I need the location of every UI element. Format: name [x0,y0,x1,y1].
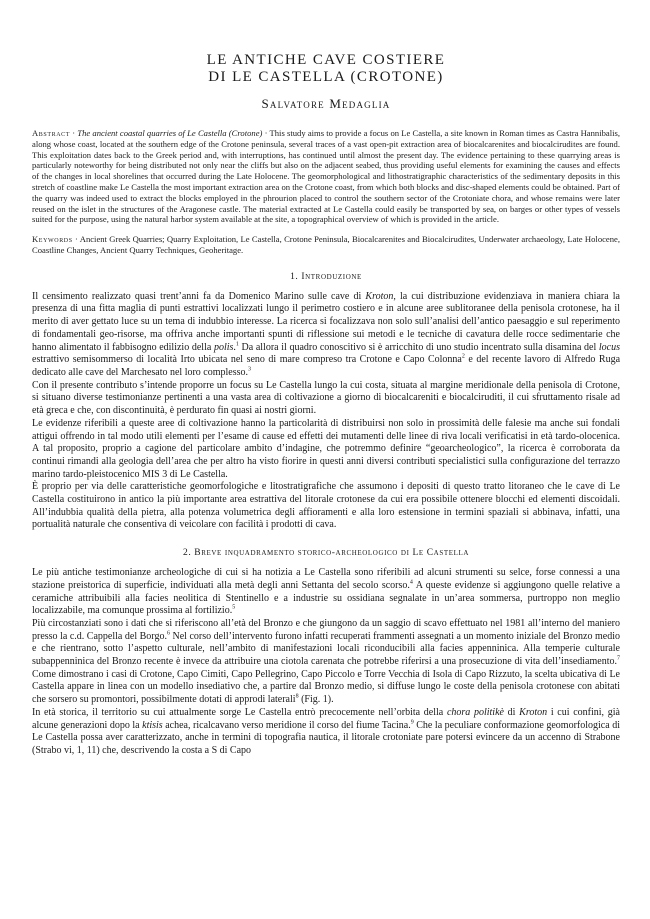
paragraph [32,707,620,758]
text-run: . [233,341,236,353]
italic-term: locus [598,341,620,353]
footnote-ref[interactable]: 9 [410,719,414,726]
abstract-separator: · [70,128,78,138]
italic-term: polis [213,341,234,353]
text-run: Come dimostrano i casi di Crotone, Capo Cimiti, Capo Pellegrino, Capo Piccolo e Torre Vecchia di Isola di Capo Rizzuto, la scelta ubicativa di Le Castella appare in linea con un modello insediativo che, a partire dal Bronzo medio, si diffuse lungo le coste della penisola crotonese con abitati che sorsero su promontori, possibilmente dotati di approdi laterali [32,668,620,706]
italic-term: ktisis [142,719,163,731]
footnote-ref[interactable]: 3 [248,366,252,373]
article-title [32,52,620,86]
text-run: A queste evidenze si aggiungono quelle relative a ceramiche attribuibili alla facies neolitica di Stentinello e a industrie su ossidiana segnalate in un’area sommersa, purtroppo non meglio localizzabile, ma comunque prossima al fortilizio. [32,579,621,617]
italic-term: Kroton [365,290,394,302]
text-run: e del recente lavoro di Alfredo Ruga dedicato alle cave del Marchesato nel loro complesso. [32,354,621,378]
abstract-label: Abstract [32,128,71,138]
keywords-label: Keywords [32,234,73,245]
paragraph: Con il presente contributo s’intende proporre un focus su Le Castella lungo la cui costa, situata al margine meridionale della penisola di Crotone, si situano diverse testimonianze pertinenti a una vasta area di coltivazione a giorno di biocalcareniti e biocalciruditi, il cui sfruttamento risale ad età greca e che, con discontinuità, è perdurato fin quasi ai nostri giorni. [32,379,620,417]
text-run: achea, ricalcavano verso meridione il corso del fiume Tacina. [162,719,411,731]
text-run: i cui confini, già alcune generazioni dopo la [32,706,620,731]
paragraph [32,291,620,380]
footnote-ref[interactable]: 7 [617,655,620,662]
paragraph [32,618,620,707]
paragraph: È proprio per via delle caratteristiche geomorfologiche e litostratigrafiche che assumono i depositi di questo tratto litoraneo che le cave di Le Castella costituirono in antico la più importante area estrattiva del litorale crotonese da cui era possibile ottenere blocchi ed elementi discoidali. All’indubbia qualità della pietra, alla potenza volumetrica degli affioramenti e alla loro estensione in termini spaziali si abbinava, infatti, una portualità naturale che consentiva di veicolare con facilità i prodotti di cava. [32,481,620,531]
italic-term: Kroton [519,706,548,718]
title-line-1: LE ANTICHE CAVE COSTIERE [206,52,446,68]
footnote-ref[interactable]: 1 [235,341,239,348]
footnote-ref[interactable]: 5 [232,604,236,611]
figure-ref[interactable]: (Fig. 1). [298,694,334,706]
author-name: Salvatore Medaglia [261,96,391,111]
text-run: In età storica, il territorio su cui attualmente sorge Le Castella entrò precocemente nell’orbita della [32,706,447,718]
abstract-text: · This study aims to provide a focus on Le Castella, a site known in Roman times as Castra Hannibalis, along whose coast, located at the southern edge of the Crotone peninsula, several traces of a vast open-pit extraction area of biocalcarenites and biocalcirudites are found. This exploitation dates back to the Greek period and, with interruptions, has continued until almost the present day. The evidence pertaining to these quarrying areas is particularly noteworthy for being distributed not only near the cliffs but also on the adjacent seabed, thus providing useful elements for examining the causes and effects of the changes in local shorelines that occurred during the Late Holocene. The geomorphological and lithostratigraphic characteristics of the sedimentary deposits in this stretch of coastline make Le Castella the most important extraction area on the Crotone coast, from which both blocks and disc-shaped elements could be obtained. Part of the quarry was indeed used to extract the blocks employed in the phrourion placed to control the southern sector of the Crotoniate chora, and whose remains were later reused on the islet in the structures of the Aragonese castle. The material extracted at Le Castella could easily be transported by sea, on barges or other types of vessels suited for the purpose, using the natural harbor system available at the site, a topographical overview of which is provided in the article. [32,128,620,225]
footnote-ref[interactable]: 4 [409,579,413,586]
keywords [32,234,620,256]
section-heading-inquadramento: 2. Breve inquadramento storico-archeologico di Le Castella [183,548,469,559]
keywords-text: · Ancient Greek Quarries; Quarry Exploitation, Le Castella, Crotone Peninsula, Biocalcarenites and Biocalcirudites, Underwater archaeology, Late Holocene, Coastline Changes, Ancient Quarry Techniques, Geoheritage. [32,234,620,255]
footnote-ref[interactable]: 8 [295,693,299,700]
section-heading-introduzione: 1. Introduzione [290,271,362,282]
footnote-ref[interactable]: 2 [461,353,465,360]
text-run: di [503,706,520,718]
text-run: , la cui distribuzione evidenziava in maniera chiara la presenza di una fitta maglia di punti estrattivi localizzati lungo il perimetro costiero e in alcune aree sublitoranee della penisola crotonese, ha il merito di aver gettato luce su un tema di indubbio interesse. La ricerca si focalizzava non solo sull’analisi dell’antico paesaggio e sul reperimento di fondamentali geo-risorse, ma offriva anche importanti spunti di riflessione sui metodi e le tecniche di cavatura delle rocce sedimentarie che hanno alimentato il fabbisogno edilizio della [32,290,620,353]
text-run: Nel corso dell’intervento furono infatti recuperati frammenti assegnati a un momento iniziale del Bronzo medio e che rientrano, sotto l’aspetto culturale, nell’ambito di manifestazioni locali riconducibili alla facies appenninica. Alla temperie culturale subappenninica del Bronzo recente è invece da attribuire una ciotola carenata che potrebbe riferirsi a una prosecuzione di vita dell’insediamento. [32,630,620,668]
abstract [32,128,620,225]
text-run: Da allora il quadro conoscitivo si è arricchito di uno studio incentrato sulla disamina del [238,341,599,353]
text-run: estrattivo semisommerso di località Irto ubicata nel seno di mare compreso tra Crotone e Capo Colonna [32,354,462,366]
abstract-english-title: The ancient coastal quarries of Le Castella (Crotone) [77,128,263,138]
italic-term: chora politikè [446,706,504,718]
text-run: Che la peculiare conformazione geomorfologica di Le Castella possa aver caratterizzato, anche in termini di topografia nautica, il litorale crotoniate pare potersi evincere da un accenno di Strabone (Strabo vi, 1, 11) che, descrivendo la costa a S di Capo [32,719,621,756]
footnote-ref[interactable]: 6 [166,630,170,637]
text-run: Le più antiche testimonianze archeologiche di cui si ha notizia a Le Castella sono riferibili ad alcuni strumenti su selce, forse connessi a una stazione preistorica di superficie, individuati alla metà degli anni Settanta del secolo scorso. [32,567,620,591]
text-run: Il censimento realizzato quasi trent’anni fa da Domenico Marino sulle cave di [32,290,366,302]
text-run: Più circostanziati sono i dati che si riferiscono all’età del Bronzo e che giungono da un saggio di scavo effettuato nel 1981 all’interno del maniero presso la c.d. Cappella del Borgo. [32,617,620,642]
title-line-2: DI LE CASTELLA (CROTONE) [208,69,444,85]
paragraph: Le evidenze riferibili a queste aree di coltivazione hanno la particolarità di distribuirsi non solo in prossimità delle falesie ma anche sui fondali attigui offrendo in tal modo utili elementi per l’esame di cause ed effetti dei mutamenti delle linee di riva locali verificatisi in età tardo-olocenica. A tal proposito, proprio a cagione del particolare ambito d’indagine, che potremmo definire “geoarcheologico”, la ricerca è corroborata da continui rimandi alla geologia dell’area che per altro ha visto fiorire in questi anni diversi contributi specialistici sulla configurazione del terrazzo marino tardo-pleistocenico MIS 3 di Le Castella. [32,417,620,480]
paragraph [32,567,620,618]
